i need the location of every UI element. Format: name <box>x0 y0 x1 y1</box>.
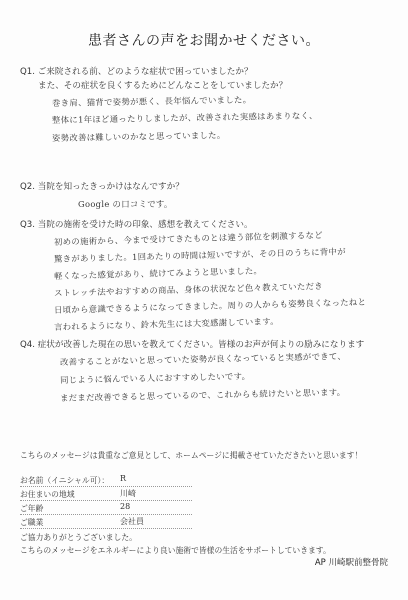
age-underline <box>20 514 192 515</box>
q2-answer: Google の口コミです。 <box>78 199 173 209</box>
q3-answer-line4: ストレッチ法やおすすめの商品、身体の状況など色々教えていただき <box>53 280 323 298</box>
clinic-name: AP 川崎駅前整骨院 <box>314 558 388 568</box>
q3-answer-line5: 日頃から意識できるようになってきました。周りの人からも姿勢良くなったねと <box>53 296 367 315</box>
job-label: ご職業 <box>20 518 44 527</box>
q4-line1: Q4. 症状が改善した現在の思いを教えてください。皆様のお声が何よりの励みになります <box>20 340 365 350</box>
q1-answer-line3: 姿勢改善は難しいのかなと思っていました。 <box>51 129 226 143</box>
q3-line1: Q3. 当院の施術を受けた時の印象、感想を教えてください。 <box>20 220 253 230</box>
name-label: お名前（イニシャル可）： <box>20 476 110 485</box>
name-value: R <box>120 474 127 483</box>
job-value: 会社員 <box>120 517 144 526</box>
q1-line1: Q1. ご来院される前、どのような症状で困っていましたか？ <box>20 67 253 77</box>
area-label: お住まいの地域 <box>20 490 75 499</box>
support-text: こちらのメッセージをエネルギーにより良い施術で皆様の生活をサポートしていきます。 <box>20 546 331 555</box>
age-value: 28 <box>120 502 131 511</box>
q1-answer-line1: 巻き肩、猫背で姿勢が悪く、長年悩んでいました。 <box>51 94 252 108</box>
q1-answer-line2: 整体に1年ほど通ったりしましたが、改善された実感はあまりなく、 <box>51 110 318 125</box>
area-underline <box>20 500 192 501</box>
name-underline <box>20 486 192 487</box>
thanks-text: ご協力ありがとうございました。 <box>20 533 137 542</box>
q4-answer-line1: 改善することがないと思っていた姿勢が良くなっていると実感ができて、 <box>59 351 347 367</box>
q2-line1: Q2. 当院を知ったきっかけはなんですか？ <box>20 182 184 192</box>
q4-answer-line2: 同じように悩んでいる人におすすめしたいです。 <box>59 371 251 385</box>
q3-answer-line2: 驚きがありました。1回あたりの時間は短いですが、その日のうちに背中が <box>53 246 346 264</box>
q3-answer-line1: 初めの施術から、今まで受けてきたものとは違う部位を刺激するなど <box>53 229 323 247</box>
page-title: 患者さんの声をお聞かせください。 <box>88 33 320 49</box>
job-underline <box>20 528 192 529</box>
q3-answer-line3: 軽くなった感覚があり、続けてみようと思いました。 <box>53 265 263 281</box>
age-label: ご年齢 <box>20 504 44 513</box>
area-value: 川崎 <box>120 489 136 498</box>
q4-answer-line3: まだまだ改善できると思っているので、これからも続けたいと思います。 <box>59 387 346 403</box>
notice-text: こちらのメッセージは貴重なご意見として、ホームページに掲載させていただきたいと思います！ <box>20 451 363 460</box>
q1-line2: また、その症状を良くするためにどんなことをしていましたか？ <box>38 81 288 91</box>
q3-answer-line6: 言われるようになり、鈴木先生には大変感謝しています。 <box>53 316 279 332</box>
